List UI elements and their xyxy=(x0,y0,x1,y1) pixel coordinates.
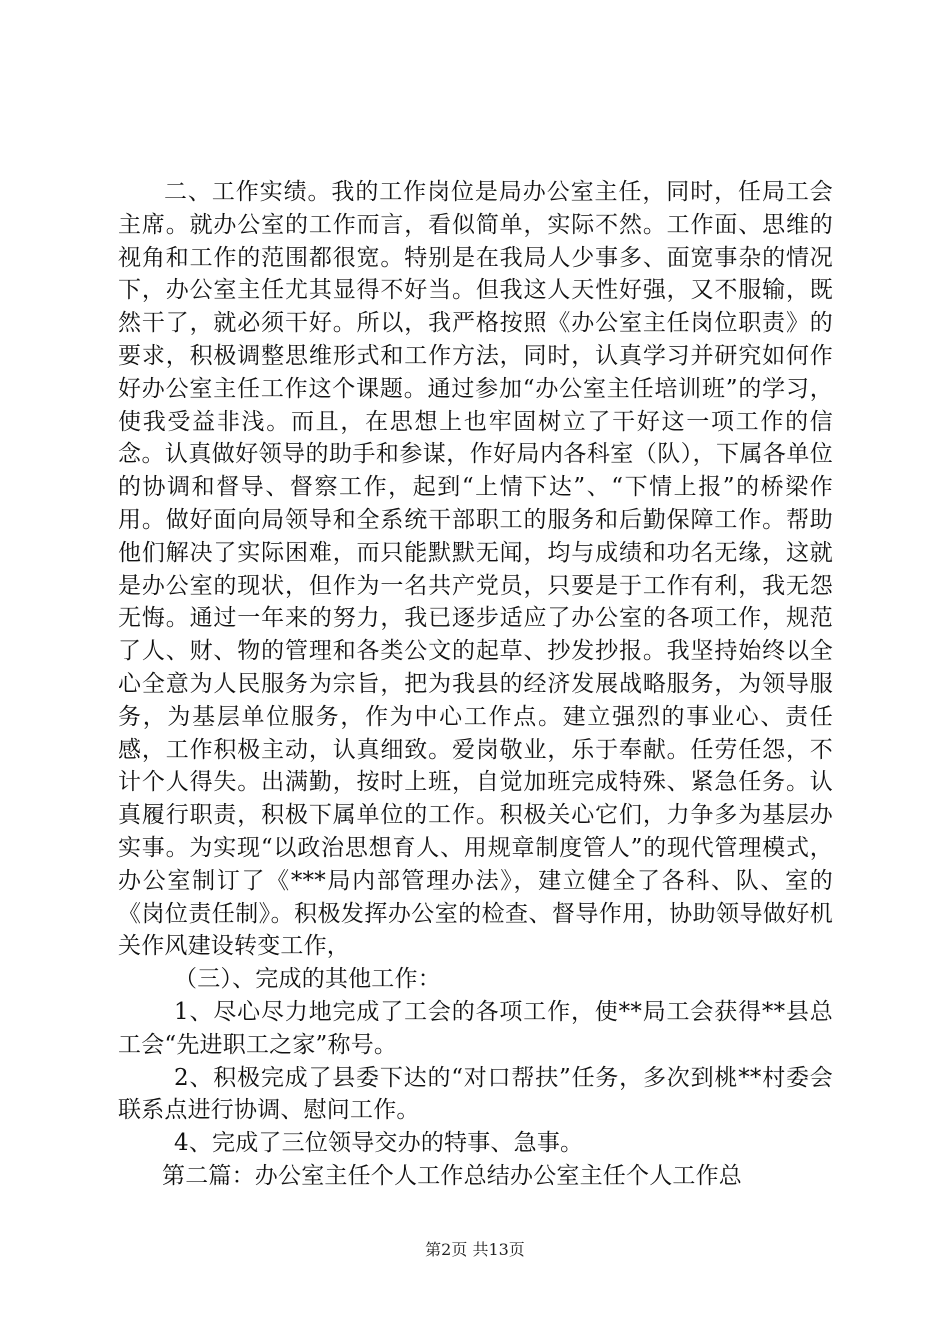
list-item-1: 1、尽心尽力地完成了工会的各项工作，使**局工会获得**县总工会“先进职工之家”称号。 xyxy=(118,998,833,1058)
paragraph-work-achievements: 二、工作实绩。我的工作岗位是局办公室主任，同时，任局工会主席。就办公室的工作而言，看似简单，实际不然。工作面、思维的视角和工作的范围都很宽。特别是在我局人少事多、面宽事杂的情况下，办公室主任尤其显得不好当。但我这人天性好强，又不服输，既然干了，就必须干好。所以，我严格按照《办公室主任岗位职责》的要求，积极调整思维形式和工作方法，同时，认真学习并研究如何作好办公室主任工作这个课题。通过参加“办公室主任培训班”的学习，使我受益非浅。而且，在思想上也牢固树立了干好这一项工作的信念。认真做好领导的助手和参谋，作好局内各科室（队），下属各单位的协调和督导、督察工作，起到“上情下达”、“下情上报”的桥梁作用。做好面向局领导和全系统干部职工的服务和后勤保障工作。帮助他们解决了实际困难，而只能默默无闻，均与成绩和功名无缘，这就是办公室的现状，但作为一名共产党员，只要是于工作有利，我无怨无悔。通过一年来的努力，我已逐步适应了办公室的各项工作，规范了人、财、物的管理和各类公文的起草、抄发抄报。我坚持始终以全心全意为人民服务为宗旨，把为我县的经济发展战略服务，为领导服务，为基层单位服务，作为中心工作点。建立强烈的事业心、责任感，工作积极主动，认真细致。爱岗敬业，乐于奉献。任劳任怨，不计个人得失。出满勤，按时上班，自觉加班完成特殊、紧急任务。认真履行职责，积极下属单位的工作。积极关心它们，力争多为基层办实事。为实现“以政治思想育人、用规章制度管人”的现代管理模式，办公室制订了《***局内部管理办法》，建立健全了各科、队、室的《岗位责任制》。积极发挥办公室的检查、督导作用，协助领导做好机关作风建设转变工作， xyxy=(118,179,833,960)
next-article-title: 第二篇：办公室主任个人工作总结办公室主任个人工作总 xyxy=(162,1162,742,1189)
page-footer xyxy=(0,1240,950,1260)
list-item-2: 2、积极完成了县委下达的“对口帮扶”任务，多次到桃**村委会联系点进行协调、慰问工作。 xyxy=(118,1064,833,1124)
heading-other-work: （三）、完成的其他工作： xyxy=(174,966,441,993)
page-number-label: 第2页 共13页 xyxy=(425,1240,525,1259)
list-item-4: 4、完成了三位领导交办的特事、急事。 xyxy=(174,1130,584,1157)
document-body xyxy=(118,176,833,1193)
